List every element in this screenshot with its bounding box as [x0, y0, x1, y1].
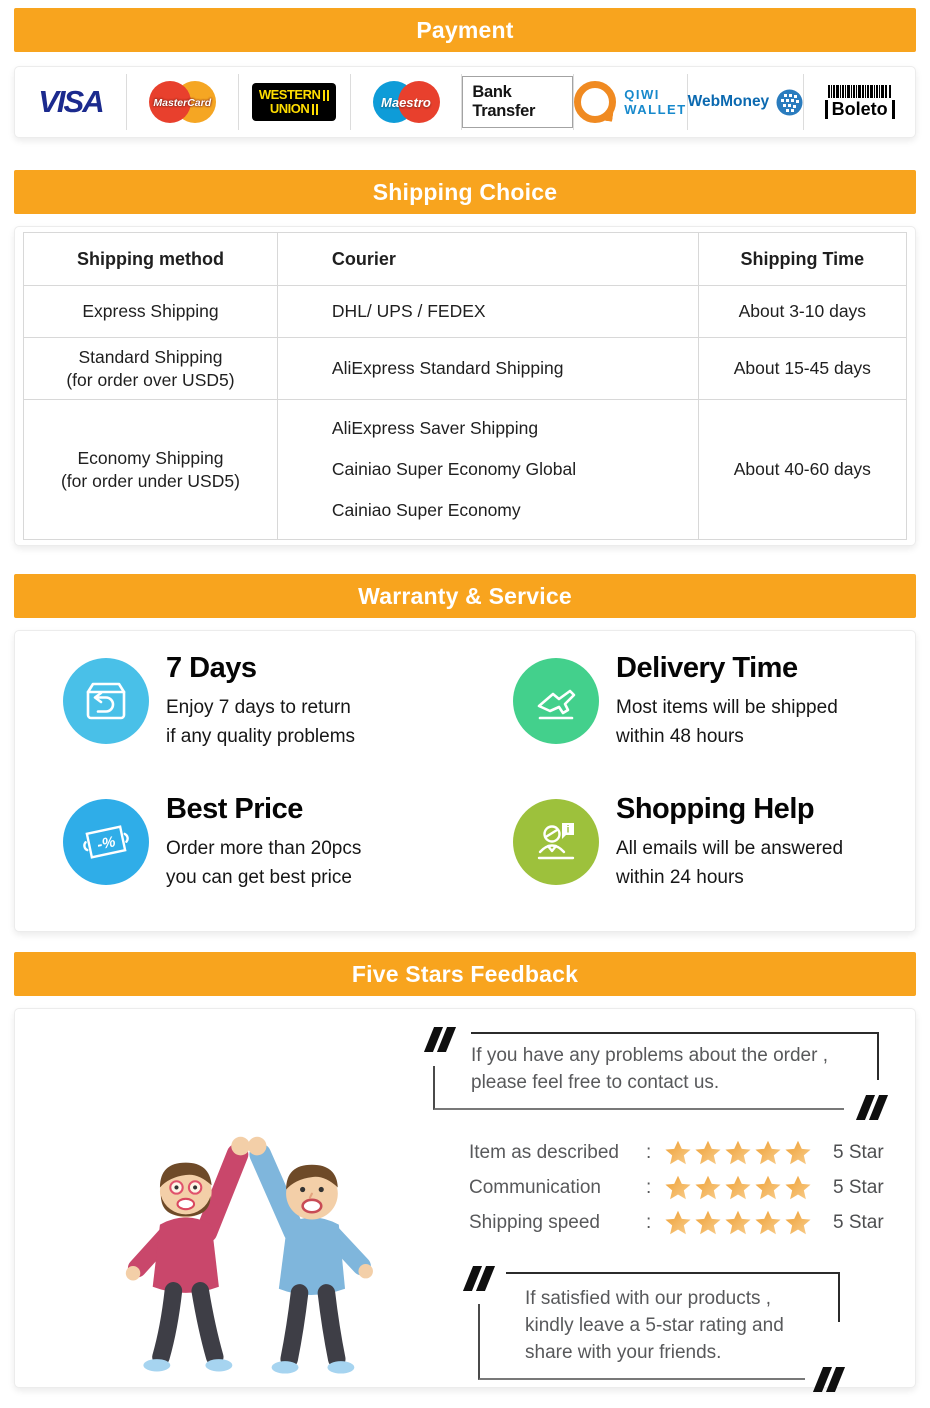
webmoney-logo: WebMoney — [688, 89, 804, 116]
cell-method: Express Shipping — [24, 286, 278, 338]
maestro-logo: Maestro — [371, 80, 441, 124]
shipping-table-card — [14, 226, 916, 546]
bank-transfer-logo: Bank Transfer — [462, 76, 573, 128]
cell-courier: AliExpress Standard Shipping — [277, 338, 698, 400]
return-box-icon — [63, 658, 149, 744]
discount-tag-icon — [63, 799, 149, 885]
star-icon — [785, 1210, 811, 1235]
payment-method-maestro — [351, 74, 463, 130]
support-person-icon — [513, 799, 599, 885]
close-quote-icon — [861, 1095, 883, 1120]
cell-time: About 3-10 days — [698, 286, 906, 338]
star-icon — [665, 1175, 691, 1200]
warranty-item-7-days: 7 Days Enjoy 7 days to return if any quality problems — [15, 644, 465, 785]
star-icon — [695, 1140, 721, 1165]
shipping-section-title: Shipping Choice — [372, 178, 558, 205]
star-icon — [785, 1175, 811, 1200]
payment-method-qiwi — [574, 74, 687, 130]
star-rating — [665, 1140, 813, 1165]
star-icon — [665, 1140, 691, 1165]
star-icon — [695, 1175, 721, 1200]
boleto-logo: Boleto — [825, 85, 895, 119]
payment-method-boleto — [804, 74, 915, 130]
highfive-illustration — [103, 1113, 403, 1387]
payment-method-western-union — [239, 74, 351, 130]
cell-time: About 40-60 days — [698, 400, 906, 540]
payment-method-visa — [15, 74, 127, 130]
star-rating — [665, 1210, 813, 1235]
rating-row-shipping-speed: Shipping speed : 5 Star — [469, 1205, 905, 1240]
quote-bottom: If satisfied with our products , kindly leave a 5-star rating and share with your friends. — [468, 1272, 840, 1376]
star-icon — [725, 1210, 751, 1235]
warranty-card — [14, 630, 916, 932]
product-description-page — [0, 8, 930, 1408]
shipping-section-banner — [14, 170, 916, 214]
header-shipping-method: Shipping method — [24, 233, 278, 286]
cell-method: Economy Shipping (for order under USD5) — [24, 400, 278, 540]
payment-section-title: Payment — [416, 16, 514, 43]
star-icon — [665, 1210, 691, 1235]
payment-methods-card — [14, 66, 916, 138]
western-union-logo: WESTERN UNION — [252, 83, 337, 121]
cell-time: About 15-45 days — [698, 338, 906, 400]
mastercard-logo: MasterCard — [147, 80, 217, 124]
payment-method-bank-transfer — [462, 74, 574, 130]
header-shipping-time: Shipping Time — [698, 233, 906, 286]
webmoney-globe-icon — [776, 89, 803, 116]
header-courier: Courier — [277, 233, 698, 286]
feedback-section-title: Five Stars Feedback — [351, 960, 579, 987]
warranty-item-shopping-help: i Shopping Help All emails will be answered within 24 hours — [465, 785, 915, 926]
payment-method-webmoney — [688, 74, 805, 130]
barcode-icon — [828, 85, 892, 98]
warranty-heading: Shopping Help — [616, 793, 815, 825]
close-quote-icon — [818, 1367, 840, 1392]
table-row — [24, 286, 907, 338]
payment-section-banner — [14, 8, 916, 52]
quote-top: If you have any problems about the order , please feel free to contact us. — [431, 1032, 879, 1112]
star-icon — [695, 1210, 721, 1235]
airplane-icon — [513, 658, 599, 744]
shipping-table — [23, 232, 907, 540]
feedback-section-banner — [14, 952, 916, 996]
warranty-section-title: Warranty & Service — [358, 582, 572, 609]
star-icon — [755, 1175, 781, 1200]
star-icon — [725, 1175, 751, 1200]
ratings-list — [469, 1135, 905, 1240]
star-icon — [725, 1140, 751, 1165]
star-icon — [755, 1210, 781, 1235]
star-icon — [785, 1140, 811, 1165]
warranty-heading: 7 Days — [166, 652, 257, 684]
warranty-heading: Best Price — [166, 793, 303, 825]
payment-method-mastercard — [127, 74, 239, 130]
star-rating — [665, 1175, 813, 1200]
cell-courier: DHL/ UPS / FEDEX — [277, 286, 698, 338]
left-person — [126, 1137, 250, 1372]
qiwi-q-icon — [574, 81, 616, 123]
warranty-item-delivery-time: Delivery Time Most items will be shipped within 48 hours — [465, 644, 915, 785]
right-person — [248, 1137, 373, 1374]
qiwi-wallet-logo: QIWI WALLET — [574, 81, 686, 123]
warranty-item-best-price: -% Best Price Order more than 20pcs you can get best price — [15, 785, 465, 926]
warranty-section-banner — [14, 574, 916, 618]
table-row — [24, 338, 907, 400]
svg-text:-%: -% — [95, 833, 118, 854]
feedback-card — [14, 1008, 916, 1388]
star-icon — [755, 1140, 781, 1165]
visa-logo: VISA — [38, 84, 103, 119]
svg-text:i: i — [566, 824, 570, 836]
table-row — [24, 400, 907, 540]
warranty-heading: Delivery Time — [616, 652, 798, 684]
shipping-table-header-row — [24, 233, 907, 286]
rating-row-item-as-described: Item as described : 5 Star — [469, 1135, 905, 1170]
cell-method: Standard Shipping (for order over USD5) — [24, 338, 278, 400]
cell-courier: AliExpress Saver Shipping Cainiao Super Economy Global Cainiao Super Economy — [277, 400, 698, 540]
rating-row-communication: Communication : 5 Star — [469, 1170, 905, 1205]
